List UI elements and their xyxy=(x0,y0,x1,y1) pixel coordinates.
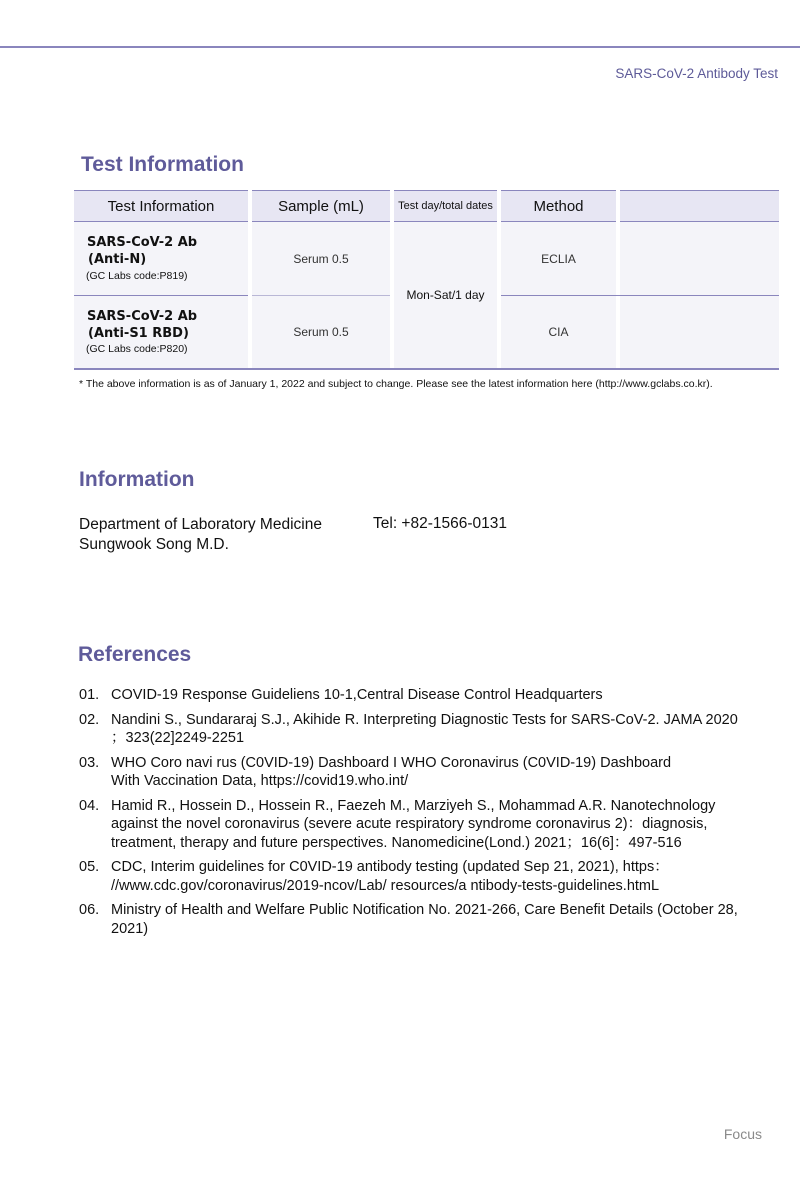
running-title: SARS-CoV-2 Antibody Test xyxy=(615,66,778,81)
sample-value: Serum 0.5 xyxy=(252,222,390,295)
reference-number: 06. xyxy=(79,902,100,918)
test-code: (GC Labs code:P820) xyxy=(86,343,188,355)
test-code: (GC Labs code:P819) xyxy=(86,270,188,282)
test-name-line1: SARS-CoV-2 Ab xyxy=(87,235,198,250)
method-value: CIA xyxy=(501,296,616,368)
header-rule xyxy=(0,46,800,48)
list-item xyxy=(79,797,779,853)
reference-number: 04. xyxy=(79,797,100,814)
reference-text: Ministry of Health and Welfare Public Notification No. 2021-266, Care Benefit Details (October 28, 2021) xyxy=(111,902,738,937)
reference-text: CDC, Interim guidelines for C0VID-19 antibody testing (updated Sep 21, 2021), https： //www.cdc.gov/coronavirus/2019-ncov/Lab/ resources/a ntibody-tests-guidelines.htmL xyxy=(111,859,669,894)
column-header-method: Method xyxy=(501,190,616,222)
footer-label: Focus xyxy=(723,1126,762,1142)
sample-value: Serum 0.5 xyxy=(252,296,390,368)
column-header-test-day: Test day/total dates xyxy=(394,190,497,222)
department-name: Department of Laboratory Medicine xyxy=(79,516,322,533)
test-information-title: Test Information xyxy=(81,153,244,176)
table-bottom-rule xyxy=(74,368,779,370)
list-item xyxy=(79,901,779,938)
column-header-test-information: Test Information xyxy=(74,190,248,222)
reference-text: Hamid R., Hossein D., Hossein R., Faezeh M., Marziyeh S., Mohammad A.R. Nanotechnology against the novel coronavirus (severe acute respiratory syndrome coronavirus 2)：diagnosis, treatment, therapy and future perspectives. Nanomedicine(Lond.) 2021；16(6]：497-516 xyxy=(111,797,716,851)
test-day-value: Mon-Sat/1 day xyxy=(394,222,497,368)
references-title: References xyxy=(78,643,192,666)
blank-cell xyxy=(620,222,779,295)
test-name-line2: (Anti-S1 RBD) xyxy=(88,326,189,341)
column-header-blank xyxy=(620,190,779,222)
references-list xyxy=(79,686,779,944)
column-header-sample: Sample (mL) xyxy=(252,190,390,222)
reference-number: 05. xyxy=(79,859,100,875)
reference-text: COVID-19 Response Guideliens 10-1,Central Disease Control Headquarters xyxy=(111,687,603,703)
method-value: ECLIA xyxy=(501,222,616,295)
blank-cell xyxy=(620,296,779,368)
test-information-table xyxy=(74,190,779,370)
table-row-test-name xyxy=(74,296,248,368)
information-title: Information xyxy=(79,468,195,491)
contact-person: Sungwook Song M.D. xyxy=(79,536,229,553)
reference-number: 03. xyxy=(79,754,100,771)
test-name-line2: (Anti-N) xyxy=(88,252,147,267)
reference-text: WHO Coro navi rus (C0VID-19) Dashboard I WHO Coronavirus (C0VID-19) Dashboard With Vaccination Data, https://covid19.who.int/ xyxy=(111,754,672,789)
list-item xyxy=(79,686,779,705)
list-item xyxy=(79,858,779,895)
reference-number: 01. xyxy=(79,687,100,703)
list-item xyxy=(79,711,779,748)
reference-text: Nandini S., Sundararaj S.J., Akihide R. Interpreting Diagnostic Tests for SARS-CoV-2. JAMA 2020 ；323(22]2249-2251 xyxy=(111,711,738,746)
test-name-line1: SARS-CoV-2 Ab xyxy=(87,309,198,324)
list-item xyxy=(79,754,779,791)
table-note: * The above information is as of January 1, 2022 and subject to change. Please see the latest information here (http://www.gclabs.co.kr). xyxy=(79,378,713,390)
table-row-test-name xyxy=(74,222,248,295)
reference-number: 02. xyxy=(79,711,100,728)
contact-tel: Tel: +82-1566-0131 xyxy=(373,515,508,532)
